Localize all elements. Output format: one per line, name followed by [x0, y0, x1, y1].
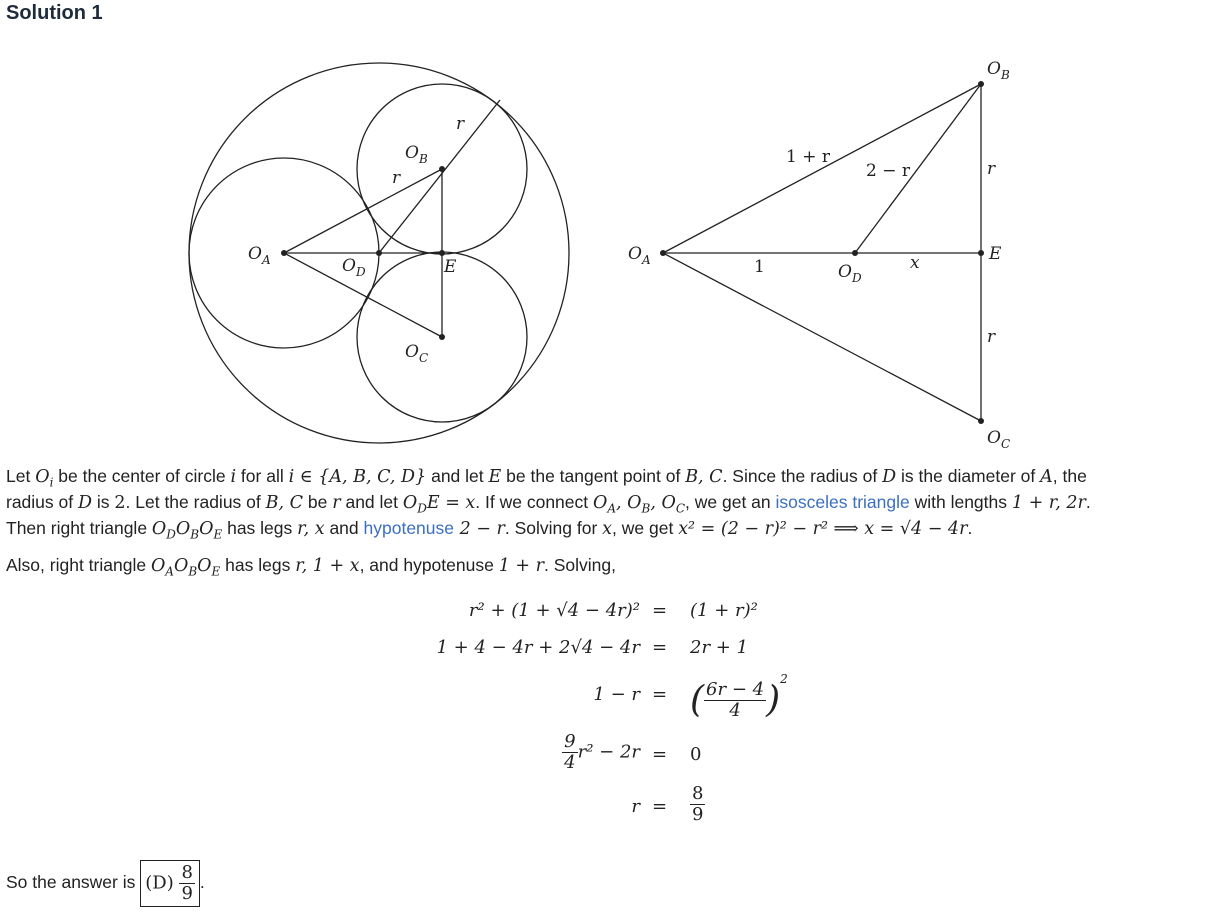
- hypotenuse-link[interactable]: hypotenuse: [363, 518, 455, 538]
- label-od-r: $O_D$: [838, 262, 862, 285]
- eq-rhs: ( $\frac{6r - 4}{4}$ )$^2$: [690, 672, 788, 721]
- eq-rhs: $\frac{8}{9}$: [692, 783, 704, 825]
- eq-rhs: 2r + 1: [690, 637, 749, 658]
- eq-lhs: r² + (1 + √4 − 4r)²: [468, 600, 640, 621]
- label-r-upper: r: [456, 114, 465, 134]
- point-od: [376, 250, 382, 256]
- label-oc-r: $O_C$: [987, 428, 1011, 451]
- eq-sign: =: [652, 796, 668, 817]
- point-ob: [439, 166, 445, 172]
- line-oa-oc-r: [663, 253, 981, 421]
- point-e-r: [978, 250, 984, 256]
- isosceles-triangle-link[interactable]: isosceles triangle: [775, 492, 910, 512]
- paragraph-1: Let $O_i$ be the center of circle i for all i ∈ {A, B, C, D} and let E be the tangent point of B, C. Since the radius of D is the diameter of A, the: [6, 466, 1087, 490]
- solution-heading: Solution 1: [6, 2, 103, 24]
- label-r-top-r: r: [987, 159, 996, 179]
- label-one-plus-r: 1 + r: [786, 147, 830, 167]
- right-labels: [628, 59, 1010, 451]
- eq-sign: =: [652, 600, 668, 621]
- eq-sign: =: [652, 744, 668, 765]
- label-x-r: x: [910, 253, 920, 273]
- label-oa-r: $O_A$: [628, 244, 651, 267]
- label-e: E: [444, 257, 457, 277]
- equation-array: [380, 592, 840, 838]
- eq-rhs: 0: [690, 744, 702, 765]
- left-labels: [248, 114, 465, 365]
- label-oa: $O_A$: [248, 244, 271, 267]
- label-e-r: E: [989, 244, 1002, 264]
- point-oa: [281, 250, 287, 256]
- eq-sign: =: [652, 637, 668, 658]
- paragraph-2: radius of D is 2. Let the radius of B, C be r and let $O_DE = x$. If we connect $O_A$, $O_B$, $O_C$, we get an isosceles triangle with lengths 1 + r, 2r.: [6, 492, 1091, 516]
- eq-lhs: 1 + 4 − 4r + 2√4 − 4r: [436, 637, 640, 658]
- point-oc-r: [978, 418, 984, 424]
- line-oa-ob: [284, 169, 442, 253]
- label-r-bottom-r: r: [987, 327, 996, 347]
- paragraph-3: Then right triangle $O_DO_BO_E$ has legs r, x and hypotenuse 2 − r. Solving for x, we get x² = (2 − r)² − r² ⟹ x = √4 − 4r.: [6, 518, 973, 542]
- label-r-lower: r: [392, 168, 401, 188]
- label-od: $O_D$: [342, 256, 366, 279]
- eq-lhs: 1 − r: [593, 684, 640, 705]
- answer-line: So the answer is (D) $\frac{8}{9}$ .: [6, 860, 205, 907]
- label-one-r: 1: [754, 257, 765, 277]
- label-two-minus-r: 2 − r: [866, 161, 910, 181]
- right-figure: [663, 84, 981, 421]
- point-ob-r: [978, 81, 984, 87]
- eq-rhs: (1 + r)²: [690, 600, 758, 621]
- line-oa-ob-r: [663, 84, 981, 253]
- point-oc: [439, 334, 445, 340]
- eq-lhs: r: [631, 796, 640, 817]
- point-od-r: [852, 250, 858, 256]
- paragraph-4: Also, right triangle $O_AO_BO_E$ has legs r, 1 + x, and hypotenuse 1 + r. Solving,: [6, 555, 616, 579]
- label-ob: $O_B$: [405, 143, 428, 166]
- label-oc: $O_C$: [405, 342, 429, 365]
- label-ob-r: $O_B$: [987, 59, 1010, 82]
- answer-box: (D) $\frac{8}{9}$: [140, 860, 200, 907]
- eq-lhs: $\frac{9}{4}$ r² − 2r: [564, 731, 640, 773]
- point-oa-r: [660, 250, 666, 256]
- point-e: [439, 250, 445, 256]
- answer-prefix: So the answer is: [6, 872, 141, 893]
- eq-sign: =: [652, 684, 668, 705]
